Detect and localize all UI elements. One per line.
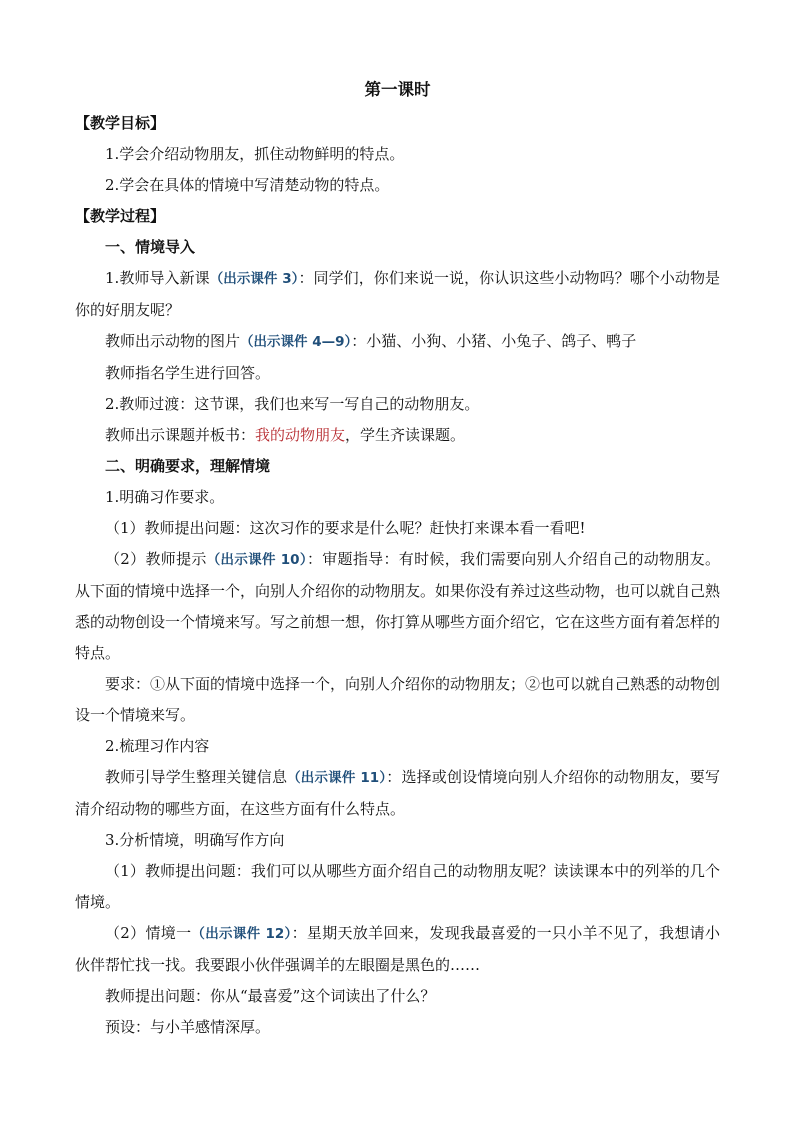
paragraph: 要求：①从下面的情境中选择一个，向别人介绍你的动物朋友；②也可以就自己熟悉的动物创设一个情境来写。 (75, 675, 721, 724)
paragraph (75, 918, 720, 981)
paragraph-text: （2）情境一 (105, 924, 192, 942)
paragraph (75, 326, 720, 358)
courseware-ref: （出示课件 10） (206, 552, 307, 568)
paragraph (75, 762, 720, 825)
paragraph-text: （2）教师提示 (105, 550, 207, 568)
paragraph-text: ：选择或创设情境向别人介绍你的动物朋友，要写清介绍动物的哪些方面，在这些方面有什么特点。 (75, 768, 720, 818)
paragraph-text: ：审题指导：有时候，我们需要向别人介绍自己的动物朋友。从下面的情境中选择一个，向别人介绍你的动物朋友。如果你没有养过这些动物，也可以就自己熟悉的动物创设一个情境来写。写之前想一想，你打算从哪些方面介绍它，它在这些方面有着怎样的特点。 (75, 550, 721, 662)
paragraph-text: ：同学们，你们来说一说，你认识这些小动物吗？哪个小动物是你的好朋友呢？ (75, 269, 720, 319)
courseware-ref: （出示课件 11） (287, 770, 387, 786)
goal-item-1: 1.学会介绍动物朋友，抓住动物鲜明的特点。 (105, 145, 405, 163)
document-page (75, 76, 720, 1043)
paragraph: 2.教师过渡：这节课，我们也来写一写自己的动物朋友。 (105, 395, 480, 413)
paragraph: 1.明确习作要求。 (105, 488, 225, 506)
paragraph (75, 263, 720, 326)
paragraph-text: 教师出示课题并板书： (105, 426, 256, 444)
paragraph: 教师提出问题：你从“最喜爱”这个词读出了什么？ (105, 987, 436, 1005)
lesson-topic: 我的动物朋友 (255, 426, 346, 444)
part2-heading: 二、明确要求，理解情境 (105, 457, 271, 475)
paragraph: 3.分析情境，明确写作方向 (105, 831, 285, 849)
paragraph: 2.梳理习作内容 (105, 737, 210, 755)
paragraph: 预设：与小羊感情深厚。 (105, 1018, 271, 1036)
paragraph-text: 教师出示动物的图片 (105, 332, 241, 350)
goal-item-2: 2.学会在具体的情境中写清楚动物的特点。 (105, 176, 390, 194)
paragraph (75, 420, 720, 451)
page-title: 第一课时 (364, 80, 431, 99)
paragraph: （1）教师提出问题：这次习作的要求是什么呢？赶快打来课本看一看吧! (105, 519, 586, 537)
part1-heading: 一、情境导入 (105, 238, 196, 256)
courseware-ref: （出示课件 3） (209, 271, 299, 287)
goals-heading: 【教学目标】 (75, 114, 166, 132)
courseware-ref: （出示课件 4—9） (240, 334, 352, 350)
paragraph-text: 教师引导学生整理关键信息 (105, 768, 288, 786)
paragraph: 教师指名学生进行回答。 (105, 364, 271, 382)
paragraph-text: 1.教师导入新课 (105, 269, 210, 287)
paragraph: （1）教师提出问题：我们可以从哪些方面介绍自己的动物朋友呢？读读课本中的列举的几个情境。 (75, 862, 720, 911)
paragraph (75, 544, 720, 669)
paragraph-text: ，学生齐读课题。 (345, 426, 466, 444)
process-heading: 【教学过程】 (75, 207, 166, 225)
paragraph-text: ：小猫、小狗、小猪、小兔子、鸽子、鸭子 (351, 332, 637, 350)
paragraph-text: ：星期天放羊回来，发现我最喜爱的一只小羊不见了，我想请小伙伴帮忙找一找。我要跟小伙伴强调羊的左眼圈是黑色的…… (75, 924, 720, 974)
courseware-ref: （出示课件 12） (191, 926, 292, 942)
